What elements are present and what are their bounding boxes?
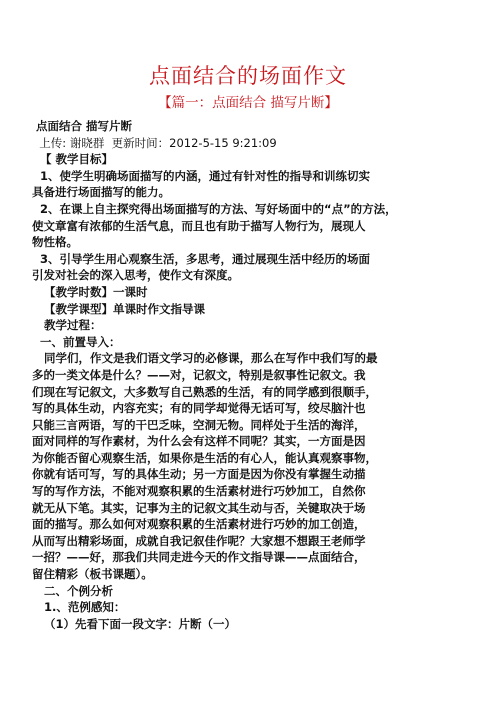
body-line: 【 教学目标】 — [32, 152, 114, 167]
body-line: 一、前置导入： — [32, 334, 121, 349]
body-line: 2、在课上自主探究得出场面描写的方法、写好场面中的“点”的方法， — [32, 201, 397, 216]
body-line: 【教学课型】单课时作文指导课 — [32, 301, 206, 316]
body-line: 写的具体生动，内容充实；有的同学却觉得无话可写，绞尽脑汁也 — [32, 401, 366, 416]
body-line: 从而写出精彩场面，成就自我记叙佳作呢？大家想不想跟王老师学 — [32, 533, 366, 548]
body-line: 面对同样的写作素材，为什么会有这样不同呢？其实，一方面是因 — [32, 434, 366, 449]
body-line: 教学过程： — [32, 318, 102, 333]
body-line: 面的描写。那么如何对观察积累的生活素材进行巧妙的加工创造， — [32, 517, 366, 532]
body-line: 为你能否留心观察生活，如果你是生活的有心人，能认真观察事物， — [32, 450, 377, 465]
body-line: 1、使学生明确场面描写的内涵，通过有针对性的指导和训练切实 — [32, 168, 371, 183]
body-line: 使文章富有浓郁的生活气息，而且也有助于描写人物行为，展现人 — [32, 218, 366, 233]
body-line: 具备进行场面描写的能力。 — [32, 185, 170, 200]
body-line: 引发对社会的深入思考，使作文有深度。 — [32, 268, 239, 283]
body-line: 3、引导学生用心观察生活，多思考，通过展现生活中经历的场面 — [32, 251, 371, 266]
document-title: 点面结合的场面作文 — [149, 64, 347, 88]
body-line: 1.、范例感知： — [32, 600, 126, 615]
body-line: 【教学时数】一课时 — [32, 284, 148, 299]
body-line: 们现在写记叙文，大多数写自己熟悉的生活，有的同学感到很顺手， — [32, 384, 377, 399]
body-line: 二、个例分析 — [32, 583, 114, 598]
body-line: 多的一类文体是什么？——对，记叙文，特别是叙事性记叙文。我 — [32, 367, 366, 382]
body-line: 只能三言两语，写的干巴乏味，空洞无物。同样处于生活的海洋， — [32, 417, 366, 432]
body-line: 同学们，作文是我们语文学习的必修课，那么在写作中我们写的最 — [32, 351, 378, 366]
body-line: 物性格。 — [32, 235, 78, 250]
body-line: 上传: 谢晓群 更新时间：2012-5-15 9:21:09 — [32, 135, 277, 150]
body-line: 你就有话可写，写的具体生动；另一方面是因为你没有掌握生动描 — [32, 467, 366, 482]
body-line: 写的写作方法，不能对观察积累的生活素材进行巧妙加工，自然你 — [32, 484, 366, 499]
body-line: 点面结合 描写片断 — [32, 119, 133, 133]
body-line: 留住精彩（板书课题）。 — [32, 567, 153, 582]
body-line: （1）先看下面一段文字：片断（一） — [32, 616, 237, 631]
document-subtitle: 【篇一：点面结合 描写片断】 — [158, 95, 338, 111]
body-line: 就无从下笔。其实，记事为主的记叙文其生动与否，关键取决于场 — [32, 500, 366, 515]
document-body — [32, 118, 464, 632]
body-line: 一招？——好，那我们共同走进今天的作文指导课——点面结合， — [32, 550, 366, 565]
